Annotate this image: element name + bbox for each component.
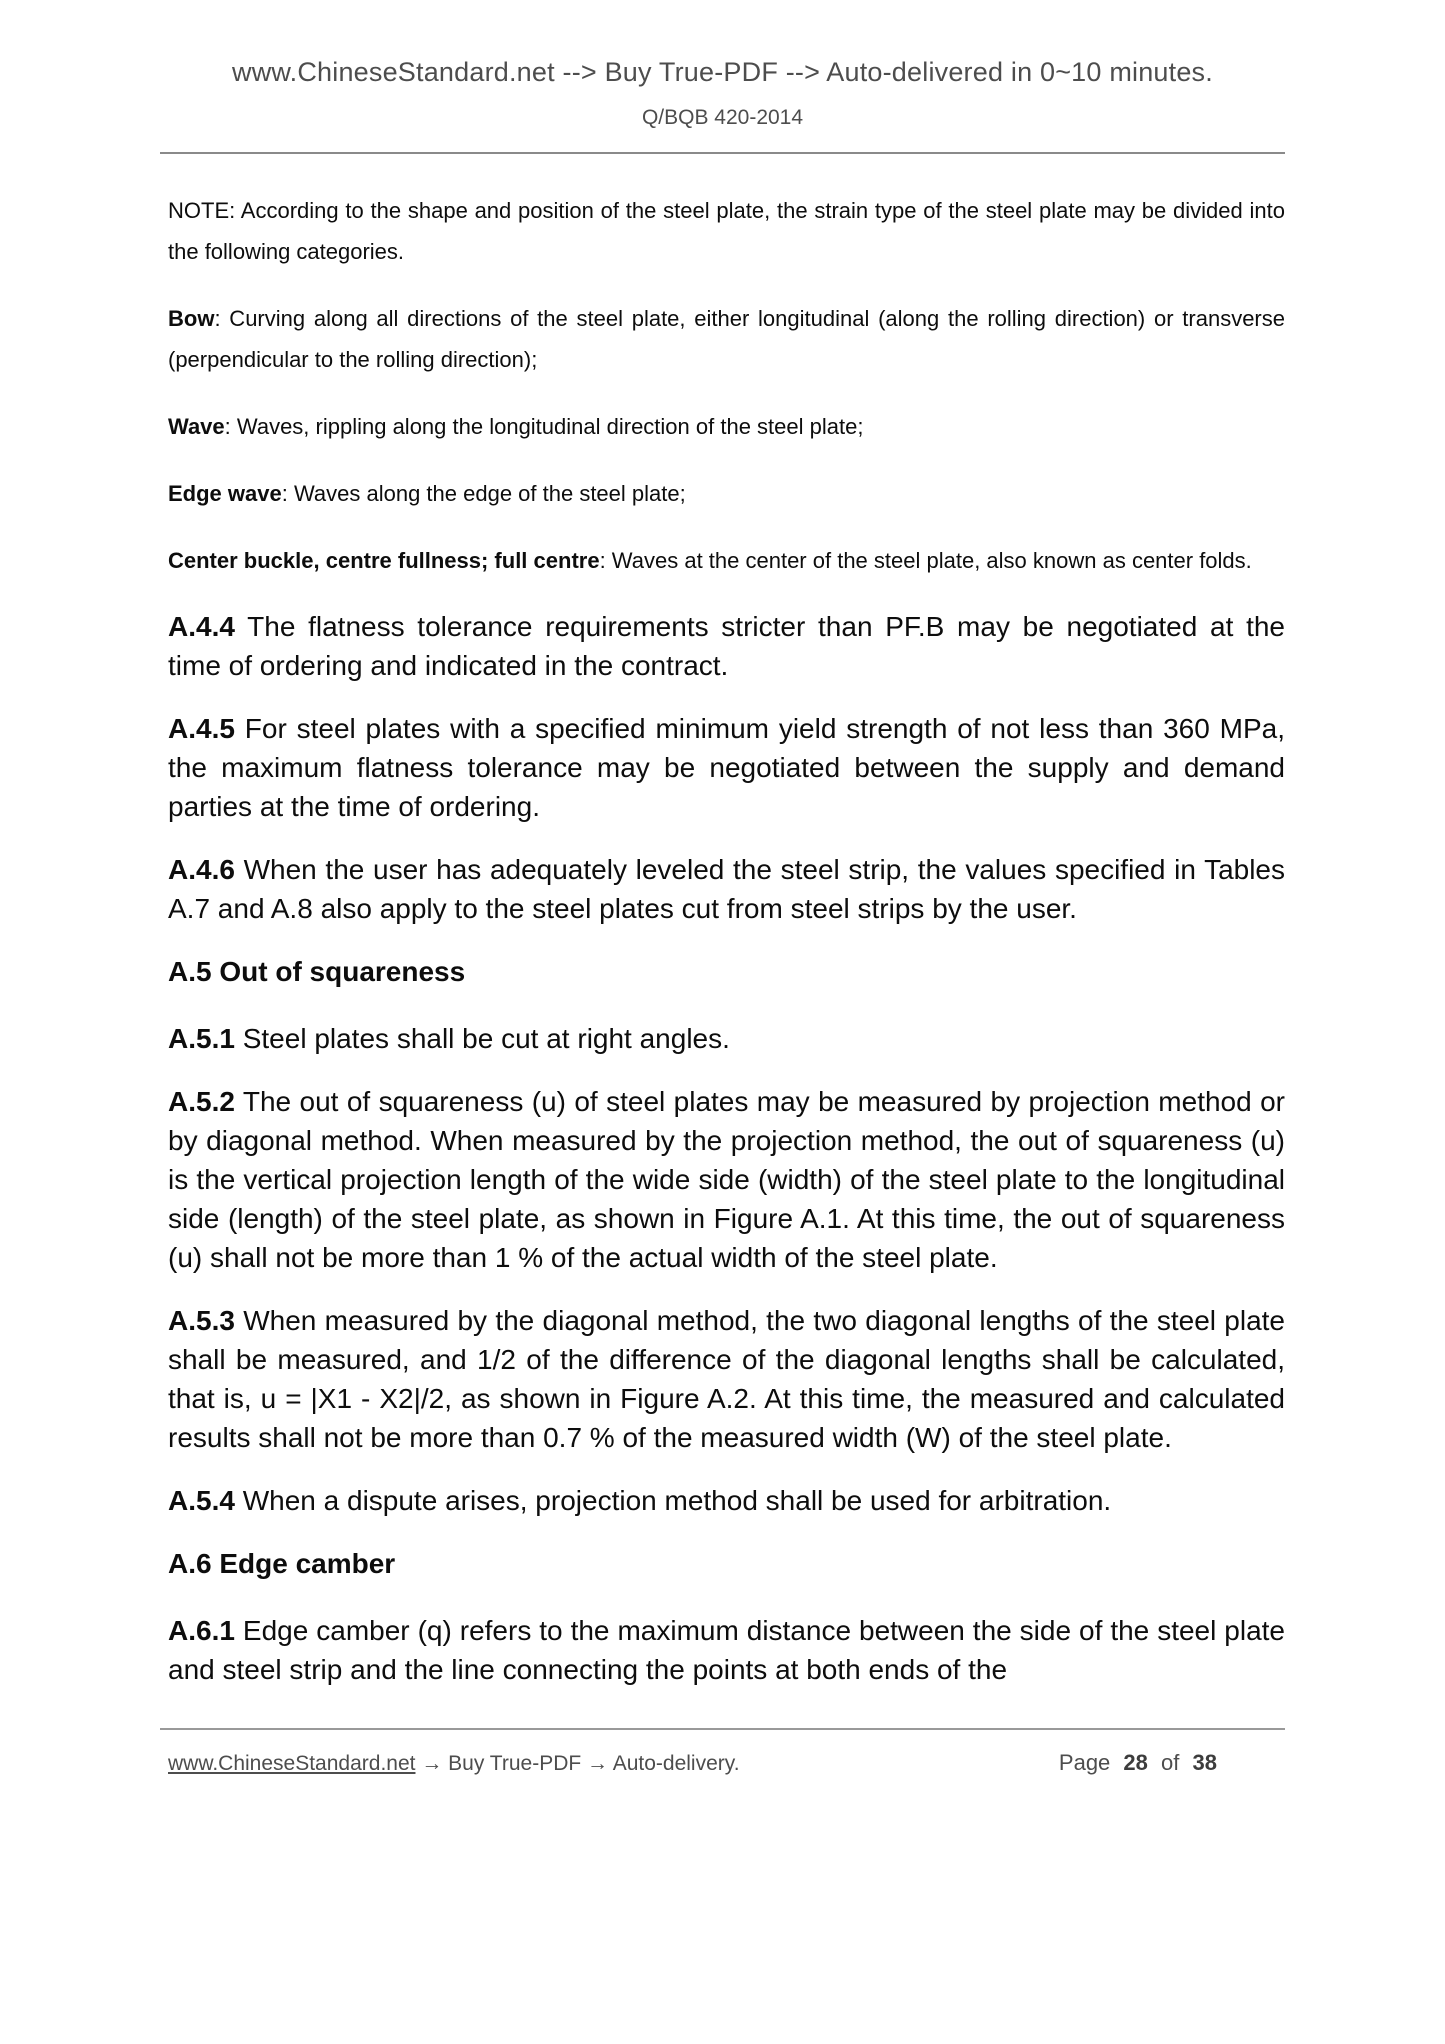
clause-a5-2 [168, 1082, 1285, 1277]
clause-a4-4 [168, 607, 1285, 685]
clause-text: The flatness tolerance requirements stricter than PF.B may be negotiated at the time of ordering and indicated in the contract. [168, 611, 1285, 681]
clause-number: A.6.1 [168, 1615, 235, 1646]
definition-term: Edge wave [168, 481, 282, 506]
definition-term: Center buckle, centre fullness; full centre [168, 548, 600, 573]
document-body [0, 154, 1445, 1689]
clause-text: Steel plates shall be cut at right angles. [242, 1023, 730, 1054]
definition-text: : Waves, rippling along the longitudinal direction of the steel plate; [224, 414, 864, 439]
definition-term: Wave [168, 414, 225, 439]
clause-number: A.5.4 [168, 1485, 235, 1516]
clause-text: When the user has adequately leveled the steel strip, the values specified in Tables A.7 and A.8 also apply to the steel plates cut from steel strips by the user. [168, 854, 1286, 924]
page-indicator [1059, 1750, 1217, 1776]
clause-text: When a dispute arises, projection method shall be used for arbitration. [242, 1485, 1112, 1516]
note-paragraph: NOTE: According to the shape and position of the steel plate, the strain type of the steel plate may be divided into the following categories. [168, 198, 1285, 264]
footer-source-line [168, 1752, 740, 1776]
clause-number: A.4.5 [168, 713, 235, 744]
clause-a4-5 [168, 709, 1285, 826]
definition-term: Bow [168, 306, 215, 331]
page-header [0, 0, 1445, 130]
of-label: of [1161, 1750, 1180, 1775]
document-number: Q/BQB 420-2014 [641, 106, 804, 129]
definition-text: : Waves along the edge of the steel plate; [281, 481, 686, 506]
definition-text: : Waves at the center of the steel plate, also known as center folds. [599, 548, 1252, 573]
section-heading-a5: A.5 Out of squareness [168, 956, 466, 987]
clause-number: A.4.4 [168, 611, 235, 642]
definition-wave [168, 406, 1285, 447]
page-label: Page [1058, 1750, 1111, 1775]
definition-center-buckle [168, 540, 1285, 581]
clause-a5-1 [168, 1019, 1285, 1058]
clause-a4-6 [168, 850, 1285, 928]
page-current: 28 [1123, 1750, 1148, 1775]
clause-number: A.5.1 [168, 1023, 235, 1054]
clause-a5-4 [168, 1481, 1285, 1520]
clause-text: The out of squareness (u) of steel plates may be measured by projection method or by diagonal method. When measured by the projection method, the out of squareness (u) is the vertical projection length of the wide side (width) of the steel plate to the longitudinal side (length) of the steel plate, as shown in Figure A.1. At this time, the out of squareness (u) shall not be more than 1 % of the actual width of the steel plate. [168, 1086, 1285, 1273]
header-banner: www.ChineseStandard.net --> Buy True-PDF --> Auto-delivered in 0~10 minutes. [232, 57, 1213, 87]
clause-number: A.5.2 [168, 1086, 235, 1117]
section-heading-a6: A.6 Edge camber [168, 1548, 396, 1579]
footer-link[interactable]: www.ChineseStandard.net [168, 1752, 416, 1775]
page-footer [0, 1730, 1445, 1776]
clause-text: Edge camber (q) refers to the maximum distance between the side of the steel plate and steel strip and the line connecting the points at both ends of the [168, 1615, 1286, 1685]
clause-a6-1 [168, 1611, 1285, 1689]
clause-text: When measured by the diagonal method, the two diagonal lengths of the steel plate shall be measured, and 1/2 of the difference of the diagonal lengths shall be calculated, that is, u = |X1 - X2|/2, as shown in Figure A.2. At this time, the measured and calculated results shall not be more than 0.7 % of the measured width (W) of the steel plate. [168, 1305, 1286, 1453]
clause-number: A.4.6 [168, 854, 235, 885]
definition-edge-wave [168, 473, 1285, 514]
clause-text: For steel plates with a specified minimum yield strength of not less than 360 MPa, the maximum flatness tolerance may be negotiated between the supply and demand parties at the time of ordering. [168, 713, 1285, 822]
footer-tail: → Buy True-PDF → Auto-delivery. [421, 1752, 740, 1775]
page-total: 38 [1192, 1750, 1217, 1775]
clause-number: A.5.3 [168, 1305, 235, 1336]
definition-bow [168, 298, 1285, 380]
definition-text: : Curving along all directions of the steel plate, either longitudinal (along the rolling direction) or transverse (perpendicular to the rolling direction); [168, 306, 1285, 372]
clause-a5-3 [168, 1301, 1285, 1457]
